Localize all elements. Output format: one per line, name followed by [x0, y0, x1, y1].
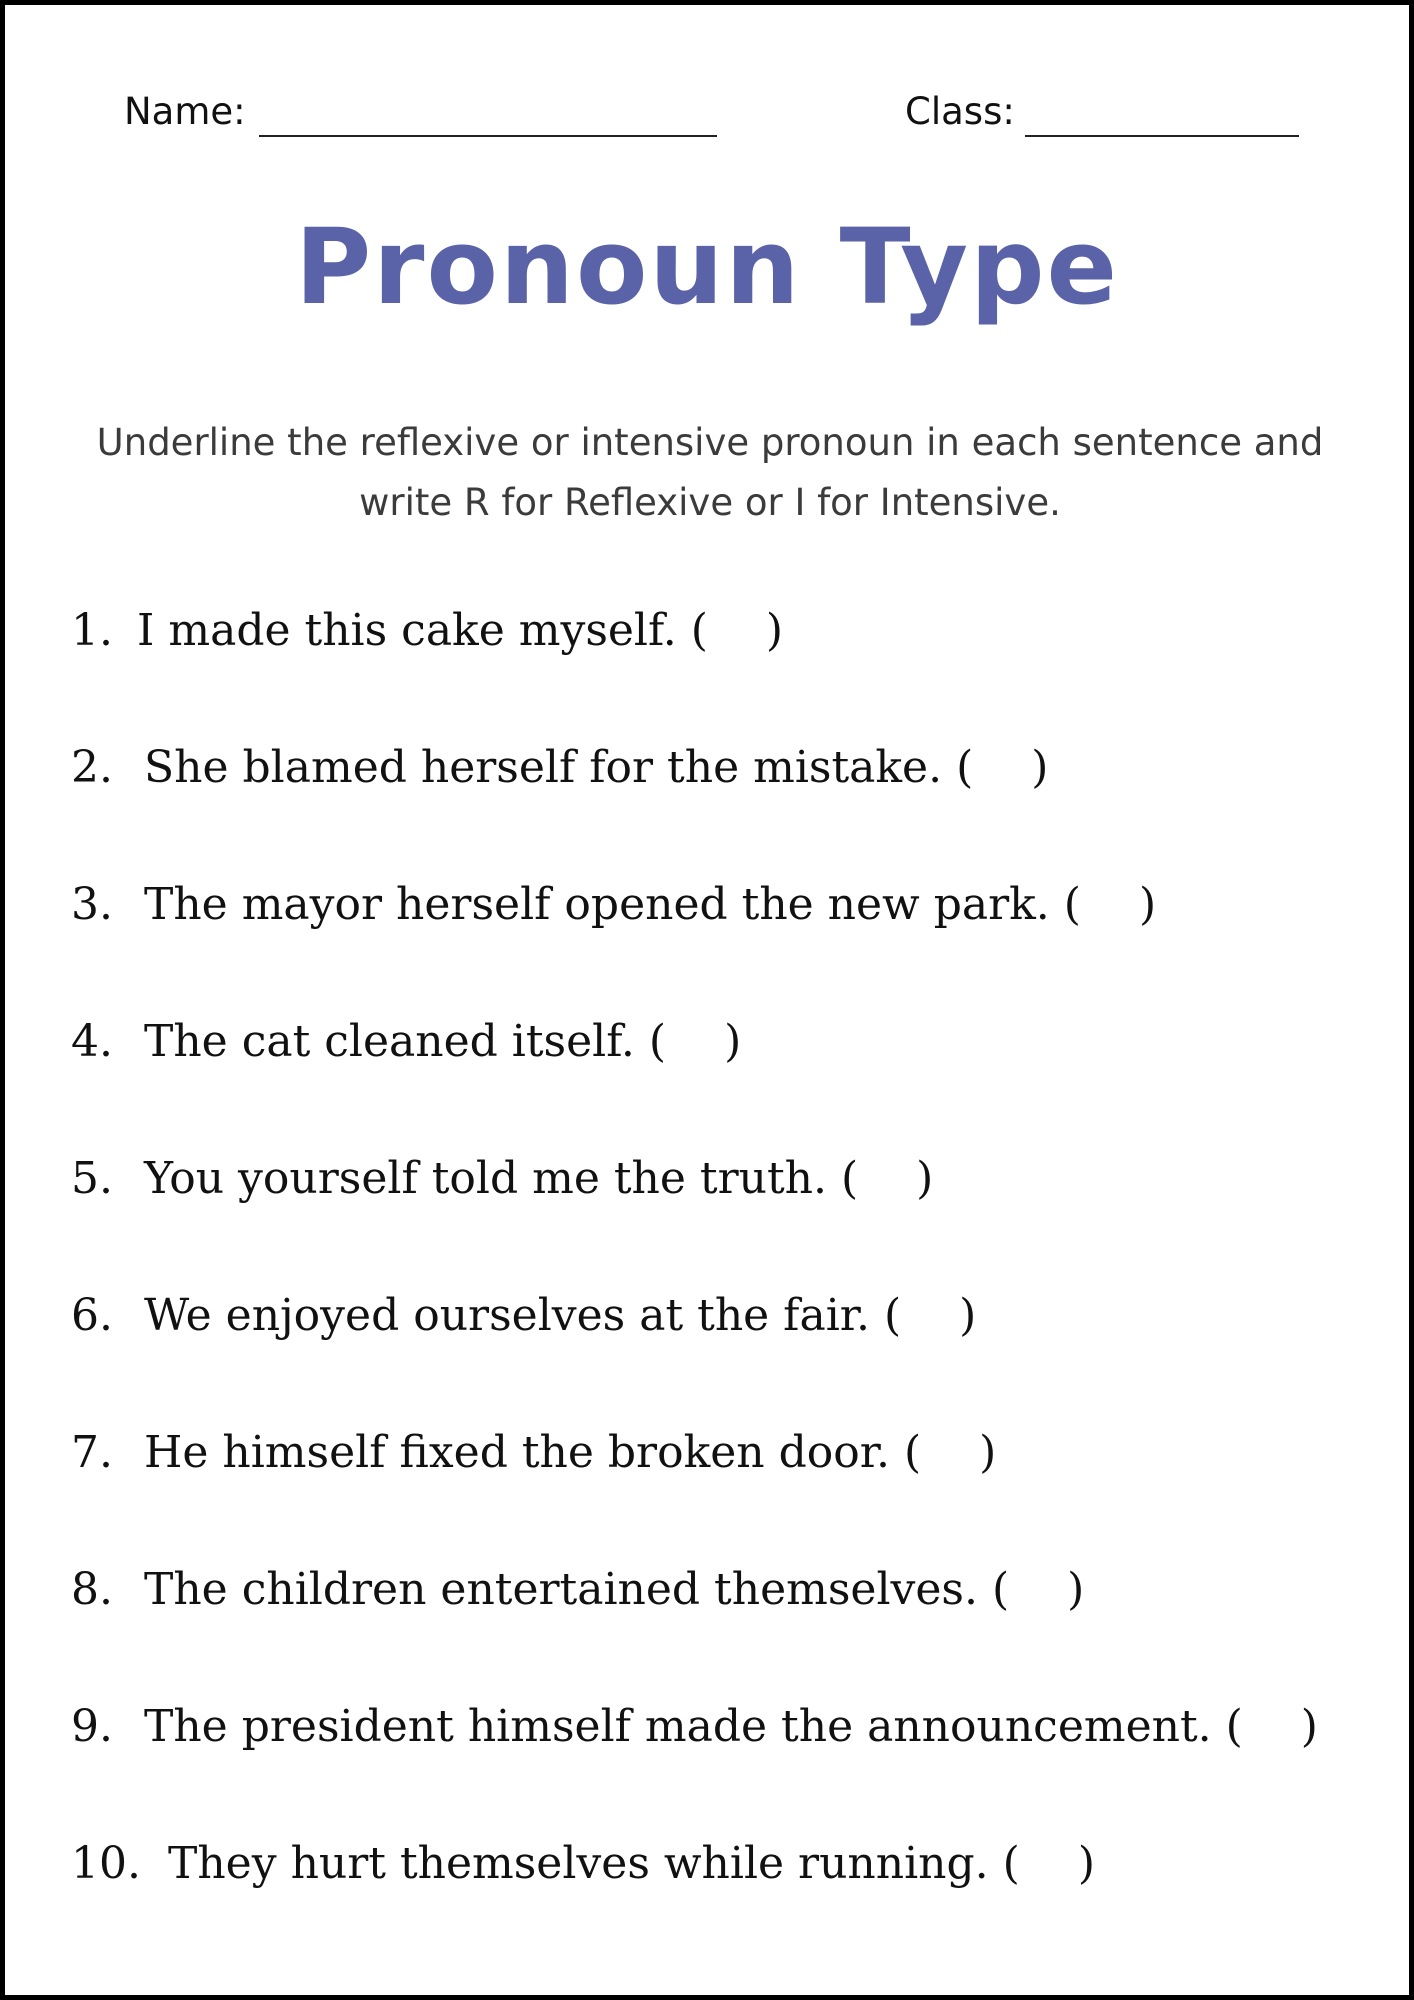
question-item: [71, 1012, 1371, 1072]
question-item: [71, 1286, 1371, 1346]
instructions-text: Underline the reflexive or intensive pronoun in each sentence and write R for Reflexive or I for Intensive.: [96, 421, 1324, 524]
answer-close-paren: ): [1077, 1838, 1096, 1889]
question-number: 10.: [71, 1838, 141, 1889]
question-number: 6.: [71, 1290, 113, 1341]
question-text: The mayor herself opened the new park.: [144, 879, 1050, 930]
name-field[interactable]: [259, 135, 717, 137]
answer-close-paren: ): [959, 1290, 977, 1341]
question-text: The president himself made the announcement.: [144, 1701, 1212, 1752]
question-text: The cat cleaned itself.: [144, 1016, 635, 1067]
page-title: Pronoun Type: [294, 206, 1120, 328]
question-item: [71, 875, 1371, 935]
answer-open-paren: (: [1225, 1701, 1243, 1752]
question-item: [71, 1834, 1371, 1894]
question-text: He himself fixed the broken door.: [144, 1427, 890, 1478]
answer-open-paren: (: [991, 1564, 1010, 1615]
class-label: Class:: [905, 90, 1015, 133]
answer-open-paren: (: [883, 1290, 902, 1341]
question-text: They hurt themselves while running.: [168, 1838, 989, 1889]
answer-open-paren: (: [648, 1016, 667, 1067]
question-text: We enjoyed ourselves at the fair.: [144, 1290, 870, 1341]
answer-open-paren: (: [1002, 1838, 1020, 1889]
answer-close-paren: ): [724, 1016, 742, 1067]
answer-open-paren: (: [840, 1153, 859, 1204]
answer-open-paren: (: [1063, 879, 1081, 930]
answer-close-paren: ): [1067, 1564, 1085, 1615]
question-item: [71, 738, 1371, 798]
question-number: 4.: [71, 1016, 113, 1067]
answer-close-paren: ): [1300, 1701, 1318, 1752]
answer-open-paren: (: [903, 1427, 922, 1478]
question-item: [71, 1149, 1371, 1209]
question-number: 8.: [71, 1564, 113, 1615]
class-field[interactable]: [1025, 135, 1299, 137]
question-text: She blamed herself for the mistake.: [144, 742, 943, 793]
question-item: [71, 601, 1371, 661]
answer-open-paren: (: [690, 605, 708, 656]
question-number: 7.: [71, 1427, 113, 1478]
question-number: 2.: [71, 742, 113, 793]
answer-open-paren: (: [956, 742, 974, 793]
question-item: [71, 1423, 1371, 1483]
question-text: The children entertained themselves.: [144, 1564, 978, 1615]
question-text: I made this cake myself.: [137, 605, 677, 656]
answer-close-paren: ): [979, 1427, 997, 1478]
question-number: 5.: [71, 1153, 113, 1204]
question-number: 1.: [71, 605, 113, 656]
answer-close-paren: ): [916, 1153, 934, 1204]
question-item: [71, 1697, 1371, 1757]
question-number: 9.: [71, 1701, 113, 1752]
question-number: 3.: [71, 879, 113, 930]
answer-close-paren: ): [765, 605, 784, 656]
answer-close-paren: ): [1031, 742, 1049, 793]
question-text: You yourself told me the truth.: [144, 1153, 827, 1204]
answer-close-paren: ): [1138, 879, 1157, 930]
question-item: [71, 1560, 1371, 1620]
name-label: Name:: [124, 90, 246, 133]
